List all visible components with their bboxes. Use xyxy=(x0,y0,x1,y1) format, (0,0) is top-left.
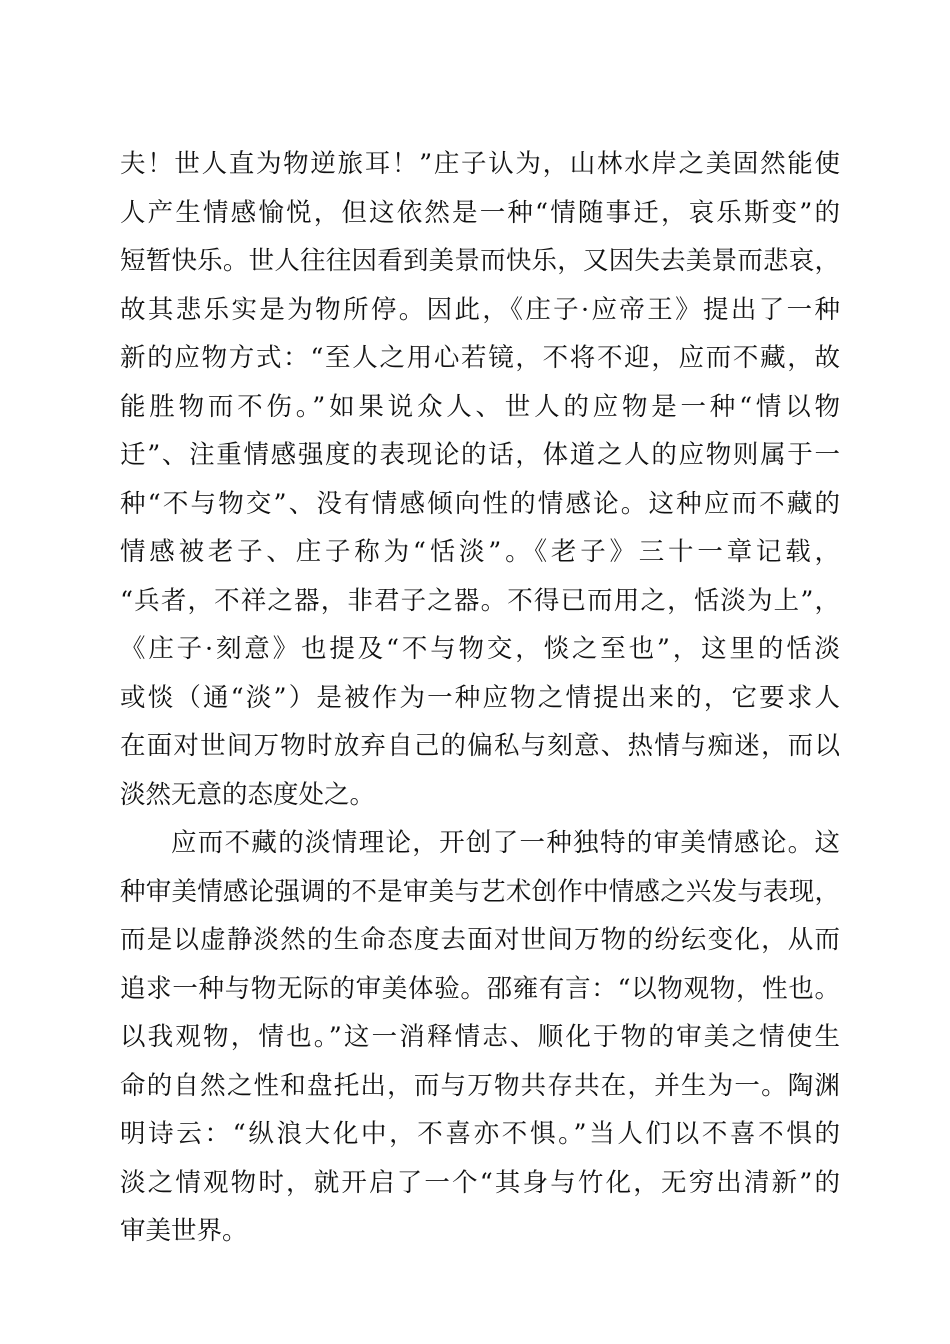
text-line: 故其悲乐实是为物所停。因此，《庄子·应帝王》提出了一种 xyxy=(120,294,840,325)
text-line: 《庄子·刻意》也提及“不与物交，惔之至也”，这里的恬淡 xyxy=(120,634,840,664)
text-line: “兵者，不祥之器，非君子之器。不得已而用之，恬淡为上”， xyxy=(120,585,840,616)
text-line: 人产生情感愉悦，但这依然是一种“情随事迁，哀乐斯变”的 xyxy=(120,197,840,228)
text-line: 命的自然之性和盘托出，而与万物共存共在，并生为一。陶渊 xyxy=(120,1070,840,1101)
text-line: 或惔（通“淡”）是被作为一种应物之情提出来的，它要求人 xyxy=(120,682,840,713)
paragraph-1 xyxy=(120,140,840,819)
text-line: 淡之情观物时，就开启了一个“其身与竹化，无穷出清新”的 xyxy=(120,1167,840,1198)
text-line: 明诗云：“纵浪大化中，不喜亦不惧。”当人们以不喜不惧的 xyxy=(120,1119,840,1149)
text-line: 种“不与物交”、没有情感倾向性的情感论。这种应而不藏的 xyxy=(120,488,840,519)
text-line: 新的应物方式：“至人之用心若镜，不将不迎，应而不藏，故 xyxy=(120,343,840,373)
body-text xyxy=(120,140,840,1256)
text-line: 在面对世间万物时放弃自己的偏私与刻意、热情与痴迷，而以 xyxy=(120,731,840,761)
paragraph-2 xyxy=(120,819,840,1256)
text-line: 淡然无意的态度处之。 xyxy=(120,779,376,810)
text-line: 种审美情感论强调的不是审美与艺术创作中情感之兴发与表现， xyxy=(120,876,840,907)
text-line: 能胜物而不伤。”如果说众人、世人的应物是一种“情以物 xyxy=(120,391,840,422)
text-line: 夫！世人直为物逆旅耳！”庄子认为，山林水岸之美固然能使 xyxy=(120,149,840,179)
text-line: 迁”、注重情感强度的表现论的话，体道之人的应物则属于一 xyxy=(120,440,840,470)
text-line: 审美世界。 xyxy=(120,1216,248,1246)
text-line: 短暂快乐。世人往往因看到美景而快乐，又因失去美景而悲哀， xyxy=(120,246,840,276)
text-line: 而是以虚静淡然的生命态度去面对世间万物的纷纭变化，从而 xyxy=(120,925,840,955)
text-line: 以我观物，情也。”这一消释情志、顺化于物的审美之情使生 xyxy=(120,1022,840,1052)
text-line: 应而不藏的淡情理论，开创了一种独特的审美情感论。这 xyxy=(171,828,840,858)
text-line: 追求一种与物无际的审美体验。邵雍有言：“以物观物，性也。 xyxy=(120,973,840,1004)
text-line: 情感被老子、庄子称为“恬淡”。《老子》三十一章记载， xyxy=(120,537,840,567)
